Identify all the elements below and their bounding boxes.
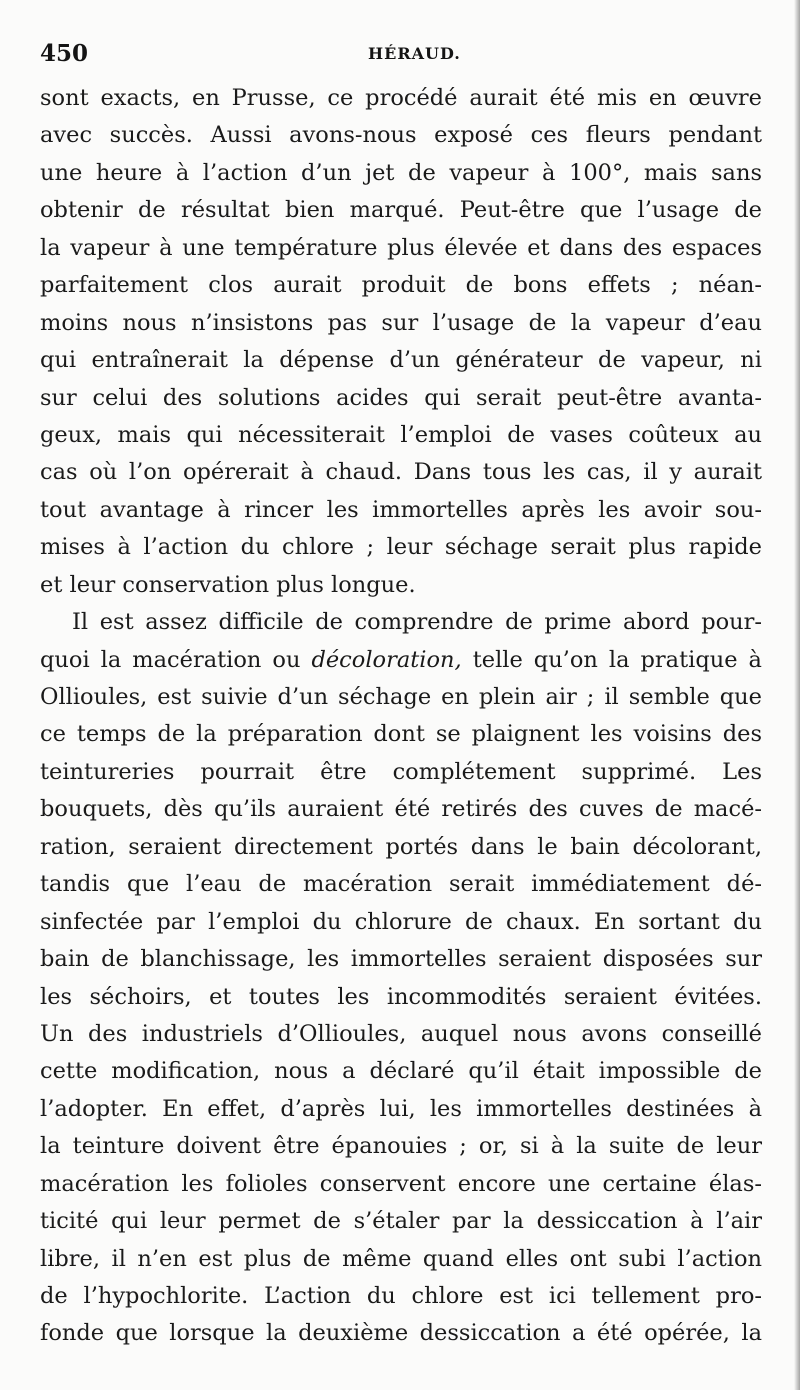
text-line: ce temps de la préparation dont se plaignent les voisins des — [40, 721, 762, 748]
text-line: ration, seraient directement portés dans le bain décolorant, — [40, 833, 762, 860]
italic-term: décoloration, — [311, 646, 462, 673]
text-line: et leur conservation plus longue. — [40, 571, 416, 598]
text-line: sont exacts, en Prusse, ce procédé aurait été mis en œuvre — [40, 85, 762, 111]
text-line: Un des industriels d’Ollioules, auquel nous avons conseillé — [40, 1020, 762, 1047]
text-line: l’adopter. En effet, d’après lui, les immortelles destinées à — [40, 1095, 762, 1122]
text-line: sinfectée par l’emploi du chlorure de chaux. En sortant du — [40, 908, 762, 935]
running-head: HÉRAUD. — [368, 44, 461, 63]
text-line: de l’hypochlorite. L’action du chlore est ici tellement pro- — [40, 1283, 762, 1309]
page-number: 450 — [40, 40, 89, 67]
page-edge-shadow — [794, 0, 800, 1390]
text-line: macération les folioles conservent encore une certaine élas- — [40, 1170, 762, 1197]
text-line: bain de blanchissage, les immortelles seraient disposées sur — [40, 946, 762, 973]
text-line: la vapeur à une température plus élevée et dans des espaces — [40, 234, 762, 261]
text-line: mises à l’action du chlore ; leur séchage serait plus rapide — [40, 534, 762, 561]
text-line: geux, mais qui nécessiterait l’emploi de vases coûteux au — [40, 421, 762, 448]
text-line: Il est assez difficile de comprendre de prime abord pour- — [72, 609, 762, 636]
text-line: moins nous n’insistons pas sur l’usage de la vapeur d’eau — [40, 309, 762, 336]
text-line: les séchoirs, et toutes les incommodités seraient évitées. — [40, 983, 762, 1010]
text-line-with-italic — [40, 642, 762, 679]
text-line: cette modification, nous a déclaré qu’il était impossible de — [40, 1058, 762, 1085]
page-header — [40, 40, 760, 74]
text-line: teintureries pourrait être complétement supprimé. Les — [40, 758, 762, 785]
text-line: ticité qui leur permet de s’étaler par la dessiccation à l’air — [40, 1208, 762, 1235]
text-line: avec succès. Aussi avons-nous exposé ces fleurs pendant — [40, 122, 762, 149]
text-line: une heure à l’action d’un jet de vapeur à 100°, mais sans — [40, 159, 762, 186]
text-line: tandis que l’eau de macération serait immédiatement dé- — [40, 871, 762, 898]
text-line: sur celui des solutions acides qui serait peut-être avanta- — [40, 384, 762, 411]
text-line: obtenir de résultat bien marqué. Peut-être que l’usage de — [40, 197, 762, 224]
text-line: tout avantage à rincer les immortelles après les avoir sou- — [40, 496, 762, 523]
text-line: parfaitement clos aurait produit de bons effets ; néan- — [40, 272, 762, 299]
text-line: bouquets, dès qu’ils auraient été retirés des cuves de macé- — [40, 796, 762, 823]
text-line: Ollioules, est suivie d’un séchage en plein air ; il semble que — [40, 684, 762, 710]
text-line: libre, il n’en est plus de même quand elles ont subi l’action — [40, 1245, 762, 1272]
body-text — [40, 80, 762, 1353]
text-segment: telle qu’on la pratique à — [461, 646, 762, 673]
text-line: la teinture doivent être épanouies ; or, si à la suite de leur — [40, 1133, 762, 1160]
text-line: cas où l’on opérerait à chaud. Dans tous les cas, il y aurait — [40, 459, 762, 486]
text-segment: quoi la macération ou — [40, 646, 312, 673]
text-line: qui entraînerait la dépense d’un générateur de vapeur, ni — [40, 347, 762, 374]
text-line: fonde que lorsque la deuxième dessiccation a été opérée, la — [40, 1320, 762, 1347]
